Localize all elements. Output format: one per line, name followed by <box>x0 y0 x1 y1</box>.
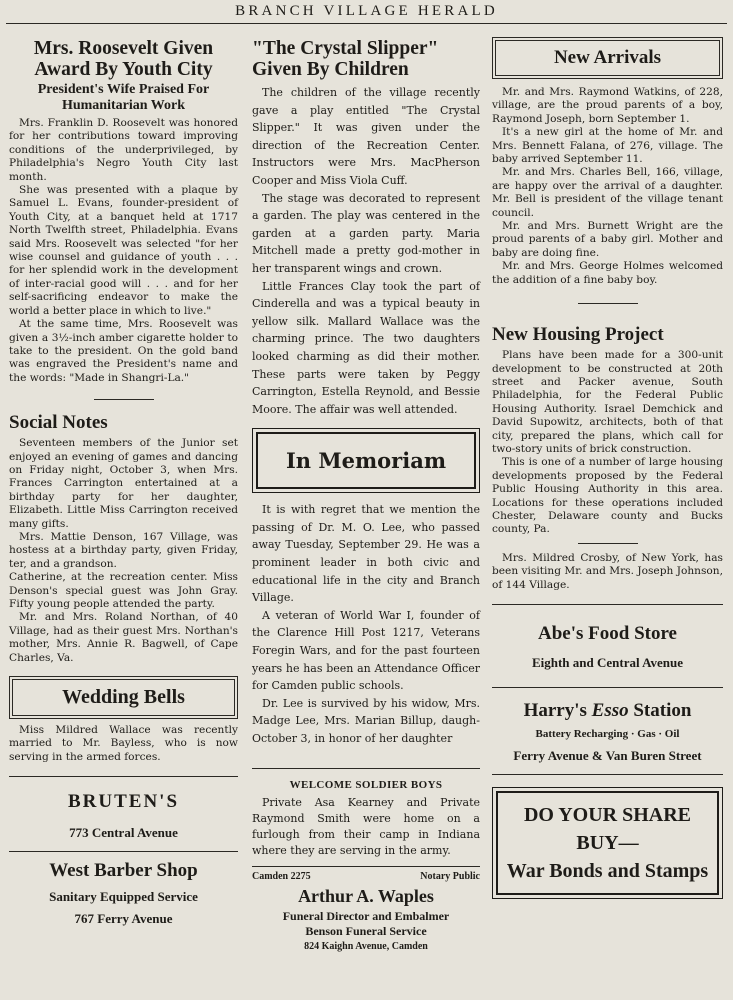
roosevelt-article <box>9 117 238 385</box>
waples-notary: Notary Public <box>420 870 480 882</box>
article-paragraph: Mr. and Mrs. Burnett Wright are the proud parents of a baby girl. Mother and baby are doing fine. <box>492 220 723 259</box>
column-middle <box>252 30 480 952</box>
article-paragraph: Mr. and Mrs. Raymond Watkins, of 228, village, are the proud parents of a boy, Raymond Joseph, born September 1. <box>492 86 723 125</box>
west-barber-name: West Barber Shop <box>49 860 198 882</box>
housing-headline: New Housing Project <box>492 324 664 346</box>
waples-line2: Benson Funeral Service <box>305 923 427 938</box>
article-paragraph: Catherine, at the recreation center. Miss Denson's special guest was John Gray. Fifty young people attended the party. <box>9 571 238 610</box>
article-paragraph: It's a new girl at the home of Mr. and Mrs. Bennett Falana, of 276, village. The baby arrived September 11. <box>492 126 723 166</box>
west-barber-line2: 767 Ferry Avenue <box>74 911 173 927</box>
column-left <box>9 30 238 927</box>
memoriam-article <box>252 501 480 747</box>
war-bonds-line2: BUY— <box>576 832 639 854</box>
waples-ad <box>252 867 480 952</box>
article-paragraph: Mrs. Mattie Denson, 167 Village, was hostess at a birthday party, given Friday, ter, and a grandson. <box>9 530 238 570</box>
soldiers-headline: WELCOME SOLDIER BOYS <box>289 778 443 791</box>
soldiers-article <box>252 769 480 859</box>
masthead-rule <box>6 23 727 24</box>
social-headline: Social Notes <box>9 412 108 434</box>
article-paragraph: The stage was decorated to represent a garden. The play was centered in the garden at a garden party. Maria Mitchell made a pretty god-mother in her transparent wings and crown. <box>252 191 480 275</box>
brutens-name: BRUTEN'S <box>67 791 180 813</box>
war-bonds-ad <box>496 791 719 895</box>
divider <box>492 774 723 775</box>
arrivals-article <box>492 86 723 287</box>
harrys-line1: Battery Recharging · Gas · Oil <box>535 728 680 740</box>
divider <box>94 399 154 400</box>
abes-name: Abe's Food Store <box>538 623 677 644</box>
waples-line3: 824 Kaighn Avenue, Camden <box>304 940 428 952</box>
roosevelt-subhead: President's Wife Praised For Humanitarian Work <box>37 82 210 113</box>
article-paragraph: Plans have been made for a 300-unit development to be constructed at 20th street and Packer avenue, South Philadelphia, for the Federal Public Housing Authority. Israel Demchick and David Supowitz, architects, both of that city, prepared the plans, which call for two-story units of brick construction. <box>492 349 723 455</box>
article-paragraph: A veteran of World War I, founder of the Clarence Hill Post 1217, Veterans Foregin Wars, and for the past fourteen years he has been an Attendance Officer for Camden public schools. <box>252 608 480 693</box>
harrys-name-suffix: Station <box>633 700 692 721</box>
war-bonds-line1: DO YOUR SHARE <box>523 804 692 826</box>
article-paragraph: Mr. and Mrs. George Holmes welcomed the addition of a fine baby boy. <box>492 260 723 286</box>
waples-top-row <box>252 871 480 882</box>
article-paragraph: She was presented with a plaque by Samuel L. Evans, founder-president of Youth City, at a banquet held at 1717 North Twelfth street, Philadelphia. Evans said Mrs. Roosevelt was selected "for her wise counsel and guidance of youth . . . for her splendid work in the development of inter-racial good will . . . and for her self-sacrificing endeavor to make the world a better place in which to live." <box>9 184 238 317</box>
social-article <box>9 437 238 665</box>
west-barber-ad <box>9 852 238 927</box>
harrys-ad <box>492 688 723 774</box>
article-paragraph: Mr. and Mrs. Charles Bell, 166, village, are happy over the arrival of a daughter. Mr. Bell is president of the village tenant council. <box>492 166 723 219</box>
brutens-ad <box>9 777 238 851</box>
waples-line1: Funeral Director and Embalmer <box>282 908 450 923</box>
housing-article <box>492 349 723 537</box>
article-paragraph: Dr. Lee is survived by his widow, Mrs. Madge Lee, Mrs. Marian Billup, daugh-October 3, in honor of her daughter <box>252 696 480 745</box>
roosevelt-headline: Mrs. Roosevelt Given Award By Youth City <box>33 38 214 80</box>
arrivals-headline-box <box>495 40 720 76</box>
article-paragraph: It is with regret that we mention the passing of Dr. M. O. Lee, who passed away Tuesday, September 29. He was a prominent leader in both civic and educational life in the city and Branch Village. <box>252 503 480 605</box>
memoriam-headline-box <box>256 432 476 489</box>
article-paragraph: Mrs. Franklin D. Roosevelt was honored for her contributions toward improving conditions of the underprivileged, by Philadelphia's Negro Youth City last month. <box>9 117 238 183</box>
crystal-headline: "The Crystal Slipper" Given By Children <box>252 38 439 80</box>
divider <box>578 543 638 544</box>
wedding-text: Miss Mildred Wallace was recently married to Mr. Bayless, who is now serving in the armed forces. <box>9 724 238 763</box>
crosby-note: Mrs. Mildred Crosby, of New York, has been visiting Mr. and Mrs. Joseph Johnson, of 144 Village. <box>492 551 723 591</box>
column-right <box>492 30 723 895</box>
wedding-headline-box <box>12 679 235 716</box>
article-paragraph: Little Frances Clay took the part of Cinderella and was a typical beauty in yellow silk. Mallard Wallace was the charming prince. The two daughters looked charming as did their mother. These parts were taken by Peggy Carrington, Estella Reynold, and Bessie Moore. The affair was well attended. <box>252 279 480 416</box>
arrivals-headline: New Arrivals <box>553 47 662 68</box>
waples-phone: Camden 2275 <box>252 870 311 882</box>
abes-address: Eighth and Central Avenue <box>531 655 684 670</box>
brutens-address: 773 Central Avenue <box>69 825 178 841</box>
article-paragraph: At the same time, Mrs. Roosevelt was given a 3½-inch amber cigarette holder to take to the president. On the gold band was engraved the President's name and the words: "Made in Shangri-La." <box>9 318 238 384</box>
waples-name: Arthur A. Waples <box>298 885 434 906</box>
harrys-name <box>492 700 723 722</box>
article-paragraph: The children of the village recently gave a play entitled "The Crystal Slipper." It was given under the direction of the Recreation Center. Instructors were Mrs. MacPherson Cooper and Miss Viola Cuff. <box>252 86 480 187</box>
west-barber-line1: Sanitary Equipped Service <box>49 889 198 905</box>
wedding-headline: Wedding Bells <box>62 686 185 709</box>
divider <box>578 303 638 304</box>
war-bonds-line3: War Bonds and Stamps <box>506 860 709 882</box>
harrys-name-brand: Esso <box>591 700 629 721</box>
article-paragraph: Seventeen members of the Junior set enjoyed an evening of games and dancing on Friday night, October 3, when Mrs. Frances Carrington entertained at a birthday party for her daughter, Elizabeth. Little Miss Carrington received many gifts. <box>9 437 238 530</box>
abes-ad <box>492 605 723 687</box>
article-paragraph: Mr. and Mrs. Roland Northan, of 40 Village, had as their guest Mrs. Northan's mother, Mrs. Annie R. Bagwell, of Cape Charles, Va. <box>9 611 238 664</box>
harrys-name-prefix: Harry's <box>523 700 587 721</box>
memoriam-headline: In Memoriam <box>285 448 447 474</box>
crystal-article <box>252 84 480 418</box>
masthead: BRANCH VILLAGE HERALD <box>235 3 498 19</box>
article-paragraph: This is one of a number of large housing developments proposed by the Federal Public Housing Authority in this area. Locations for these operations included Chester, Delaware county and Bucks county, Pa. <box>492 456 723 536</box>
soldiers-text: Private Asa Kearney and Private Raymond Smith were home on a furlough from their camp in Indiana where they are serving in the army. <box>252 795 480 857</box>
harrys-line2: Ferry Avenue & Van Buren Street <box>513 748 702 763</box>
